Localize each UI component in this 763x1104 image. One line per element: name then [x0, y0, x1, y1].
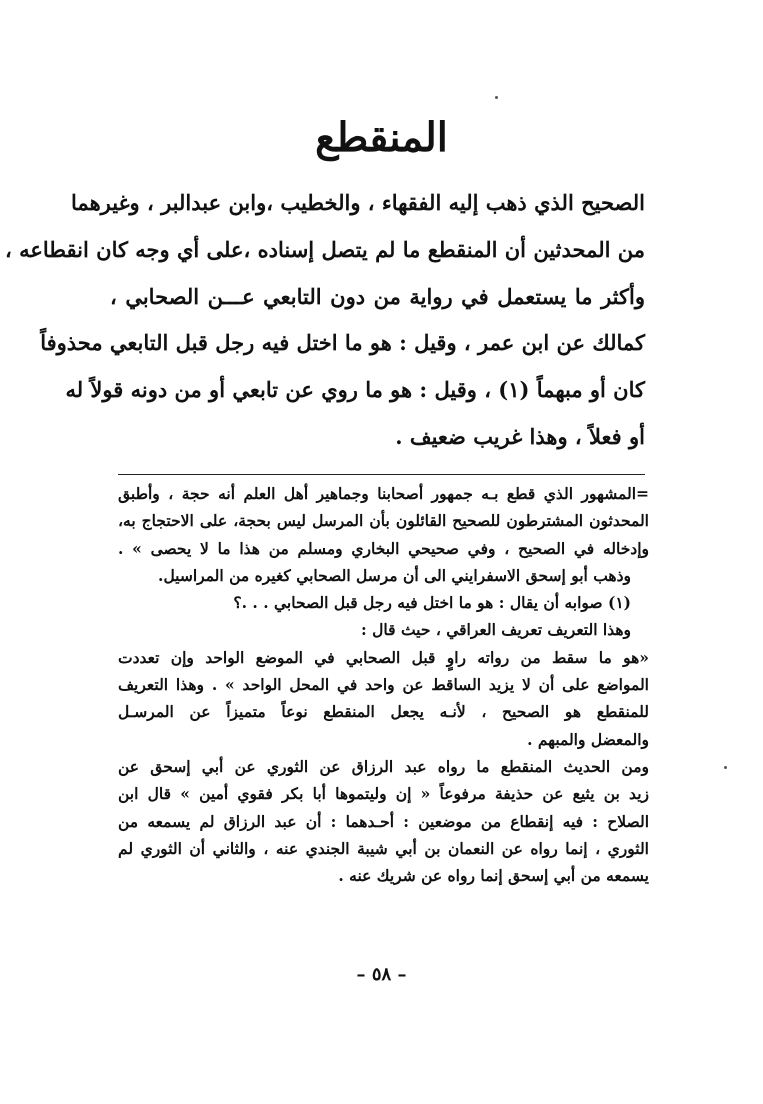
scan-speck — [495, 96, 498, 99]
footnote-line: وهذا التعريف تعريف العراقي ، حيث قال : — [361, 620, 631, 640]
footnote-line: وذهب أبو إسحق الاسفرايني الى أن مرسل الصحابي كغيره من المراسيل. — [158, 565, 631, 585]
footnote-line: وإدخاله في الصحيح ، وفي صحيحي البخاري ومسلم من هذا ما لا يحصى » . — [118, 538, 649, 558]
main-text — [5, 180, 645, 461]
footnote-line: «هو ما سقط من رواته راوٍ قبل الصحابي في الموضع الواحد وإن تعددت — [118, 647, 649, 667]
main-text-line: أو فعلاً ، وهذا غريب ضعيف . — [395, 423, 645, 449]
section-title: المنقطع — [315, 114, 448, 161]
footnotes — [118, 480, 649, 889]
footnote-line: المواضع على أن لا يزيد الساقط عن واحد في المحل الواحد » . وهذا التعريف — [118, 675, 649, 695]
footnote-line: الثوري ، إنما رواه عن النعمان بن أبي شيبة الجندي عنه ، والثاني أن الثوري لم — [118, 838, 649, 858]
main-text-line: كمالك عن ابن عمر ، وقيل : هو ما اختل فيه رجل قبل التابعي محذوفاً — [40, 330, 645, 356]
footnote-line: المحدثون المشترطون للصحيح القائلون بأن المرسل ليس بحجة، على الاحتجاج به، — [118, 511, 649, 531]
footnote-line: زيد بن يثيع عن حذيفة مرفوعاً « إن وليتموها أبا بكر فقوي أمين » قال ابن — [118, 784, 649, 804]
main-text-line: الصحيح الذي ذهب إليه الفقهاء ، والخطيب ،وابن عبدالبر ، وغيرهما — [71, 190, 645, 215]
footnote-line: الصلاح : فيه إنقطاع من موضعين : أحـدهما : أن عبد الرزاق لم يسمعه من — [118, 811, 649, 831]
footnote-line: (١) صوابه أن يقال : هو ما اختل فيه رجل قبل الصحابي . . .؟ — [233, 593, 631, 613]
footnote-line: يسمعه من أبي إسحق إنما رواه عن شريك عنه . — [338, 866, 649, 886]
main-text-line: وأكثر ما يستعمل في رواية من دون التابعي عـــن الصحابي ، — [110, 283, 645, 309]
main-text-line: كان أو مبهماً (١) ، وقيل : هو ما روي عن تابعي أو من دونه قولاً له — [65, 377, 645, 403]
footnote-line: =المشهور الذي قطع بـه جمهور أصحابنا وجماهير أهل العلم أنه حجة ، وأطبق — [118, 484, 649, 503]
scan-speck — [724, 766, 727, 769]
main-text-line: من المحدثين أن المنقطع ما لم يتصل إسناده ،على أي وجه كان انقطاعه ، — [5, 236, 645, 262]
footnote-separator — [118, 474, 645, 475]
footnote-line: للمنقطع هو الصحيح ، لأنـه يجعل المنقطع نوعاً متميزاً عن المرسـل — [118, 702, 649, 722]
footnote-line: ومن الحديث المنقطع ما رواه عبد الرزاق عن الثوري عن أبي إسحق عن — [118, 756, 649, 776]
page-number: – ٥٨ – — [356, 964, 407, 985]
footnote-line: والمعضل والمبهم . — [527, 729, 649, 749]
